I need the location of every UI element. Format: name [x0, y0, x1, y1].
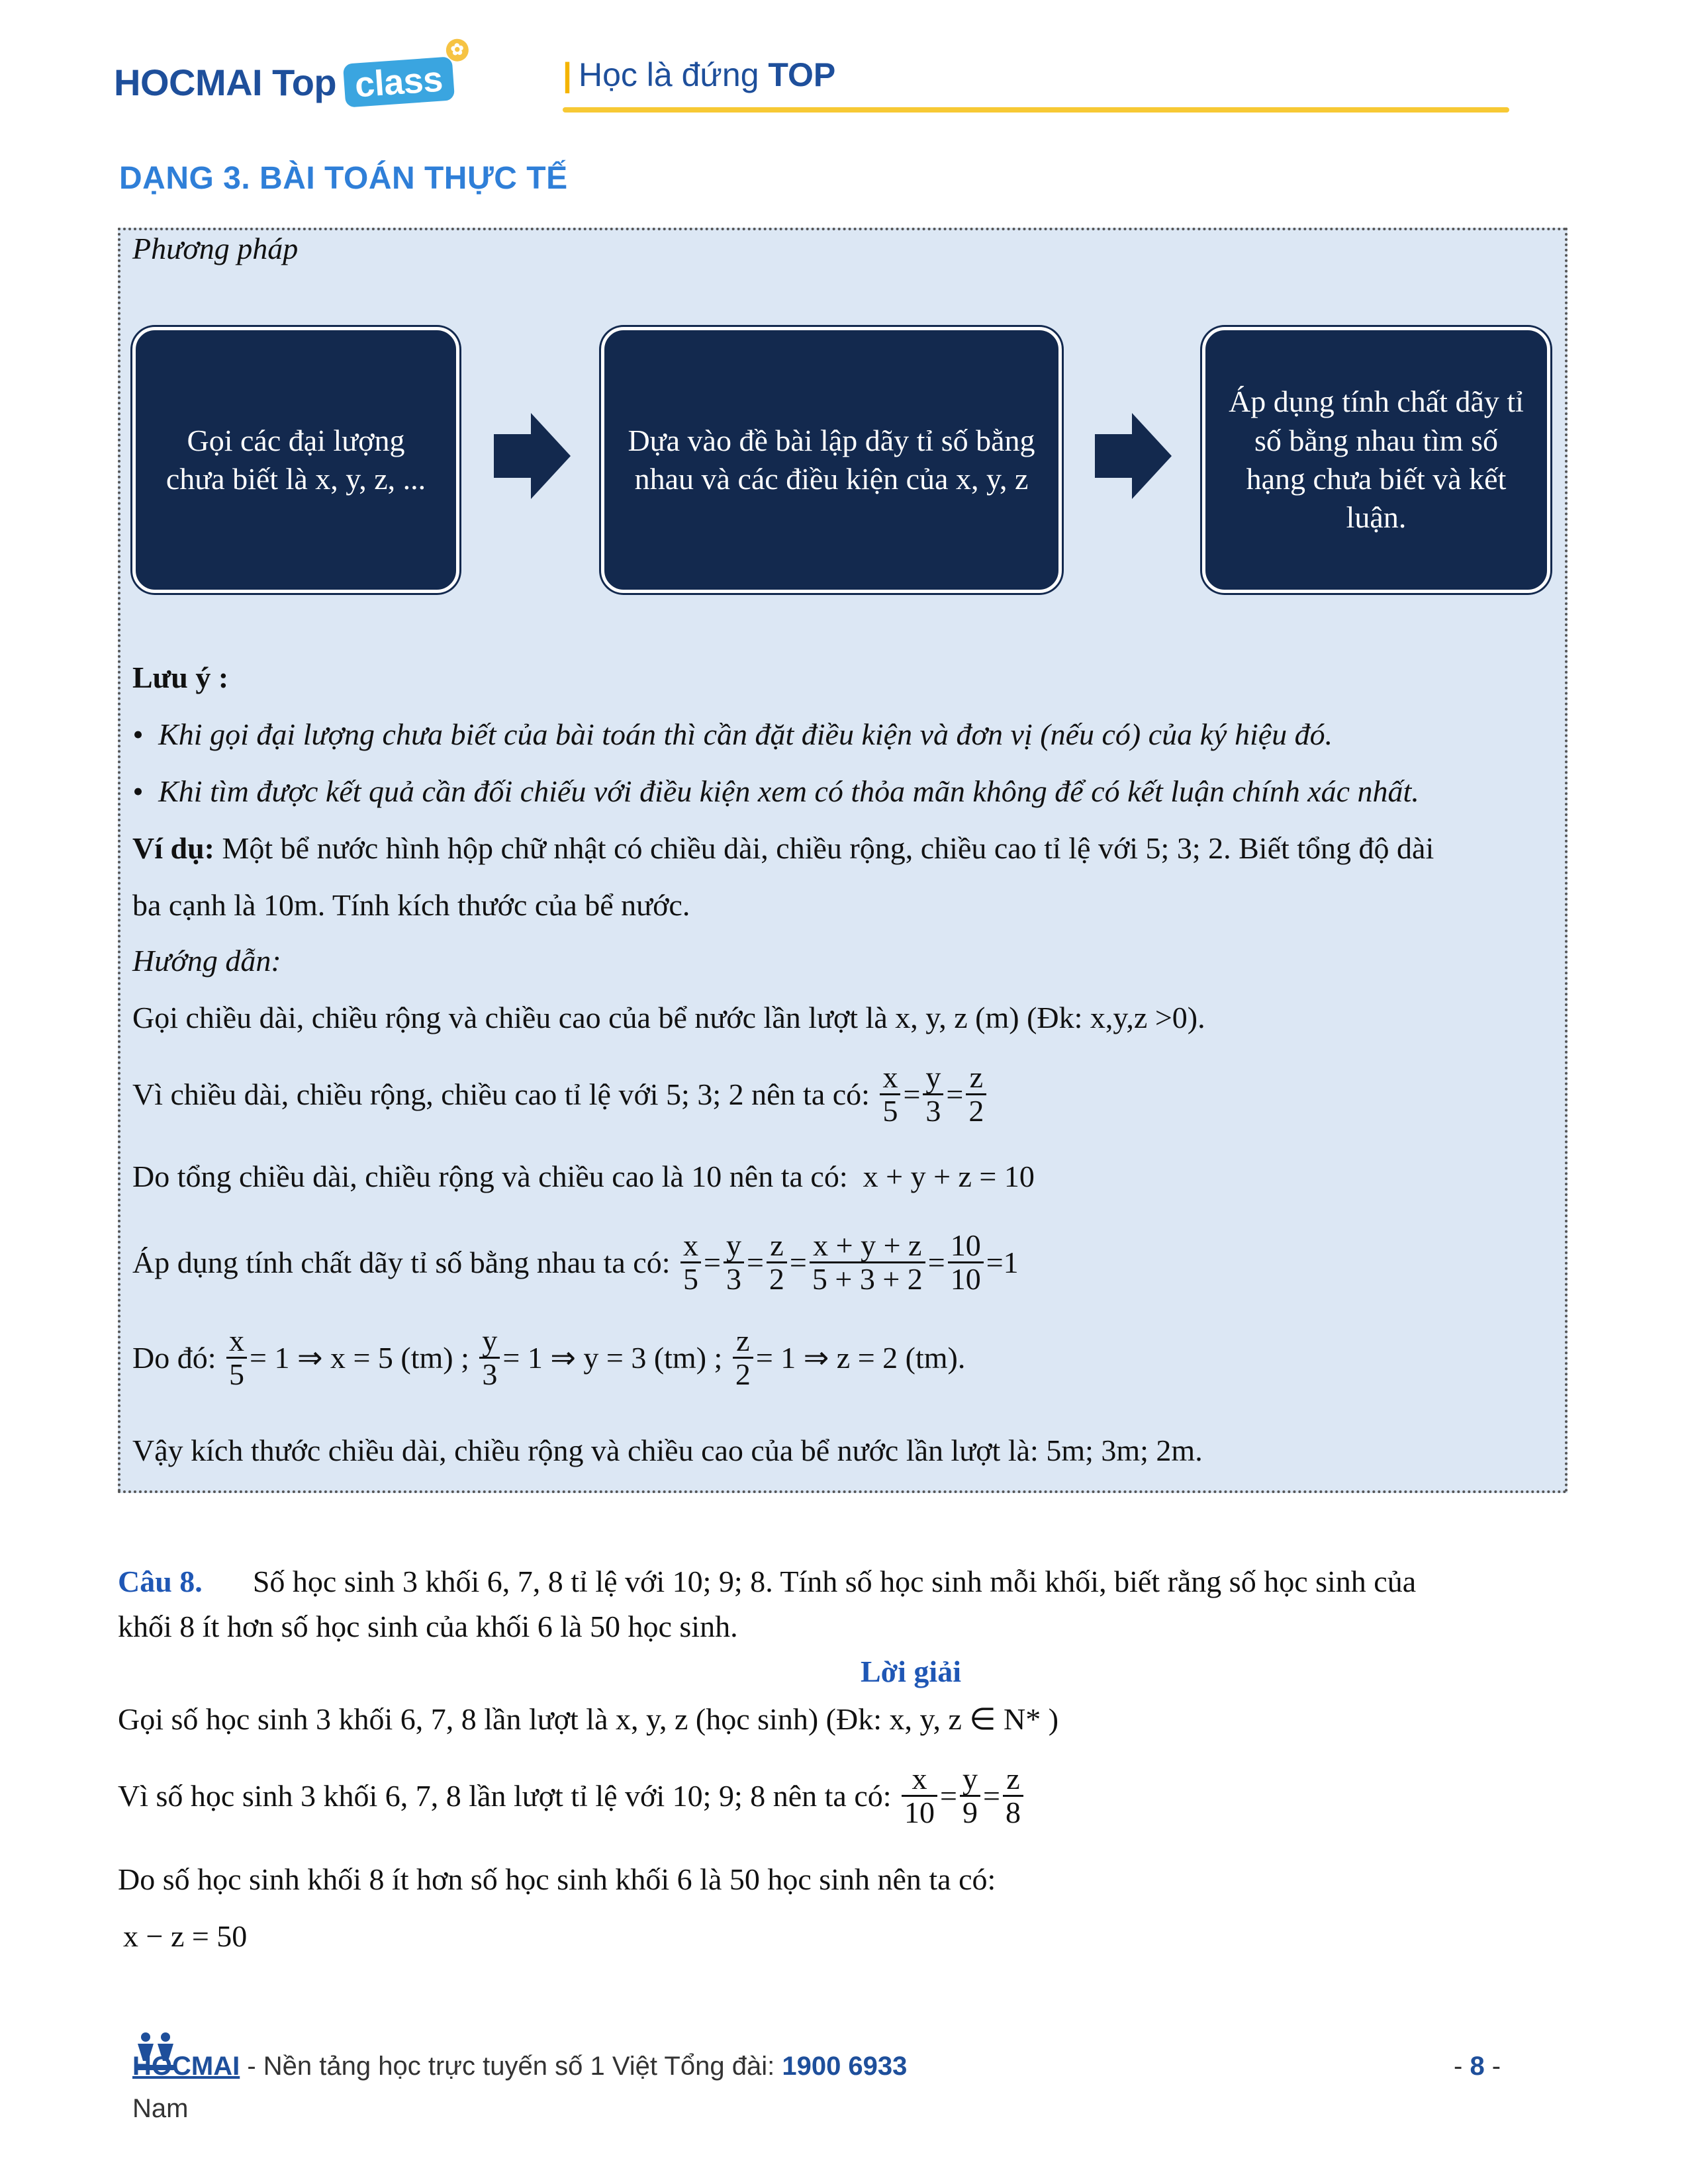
arrow-right-icon	[1095, 413, 1172, 499]
fraction-sum: $\frac{x + y + z}{5 + 3 + 2}$	[810, 1230, 925, 1296]
solution-line-3: Do số học sinh khối 8 ít hơn số học sinh khối 6 là 50 học sinh nên ta có:	[118, 1862, 996, 1896]
fraction-x-5: $\frac{x}{5}$	[680, 1230, 701, 1296]
solution-line-1: Gọi số học sinh 3 khối 6, 7, 8 lần lượt là x, y, z (học sinh) (Đk: x, y, z ∈ N* )	[118, 1702, 1059, 1736]
fraction-x-10: $\frac{x}{10}$	[902, 1763, 937, 1829]
fraction-x-5: $\frac{x}{5}$	[880, 1062, 900, 1128]
footer-text-wrap: Nam	[132, 2094, 189, 2123]
guide-text: Do đó:	[132, 1340, 216, 1375]
fraction-y-3: $\frac{y}{3}$	[724, 1230, 744, 1296]
guide-text: Áp dụng tính chất dãy tỉ số bằng nhau ta có:	[132, 1245, 671, 1279]
header-divider	[563, 107, 1509, 113]
flow-step-1	[132, 327, 459, 593]
solution-title: Lời giải	[861, 1655, 961, 1688]
fraction-z-8: $\frac{z}{8}$	[1003, 1763, 1023, 1829]
fraction-z-2: $\frac{z}{2}$	[767, 1230, 787, 1296]
solution-text: Vì số học sinh 3 khối 6, 7, 8 lần lượt tỉ lệ với 10; 9; 8 nên ta có:	[118, 1778, 892, 1813]
example-label: Ví dụ:	[132, 831, 214, 865]
fraction-z-2: $\frac{z}{2}$	[966, 1062, 986, 1128]
example-line-2: ba cạnh là 10m. Tính kích thước của bể nước.	[132, 888, 690, 922]
flow-step-3-text: Áp dụng tính chất dãy tỉ số bằng nhau tìm số hạng chưa biết và kết luận.	[1229, 385, 1524, 535]
flow-step-3	[1202, 327, 1550, 593]
logo-class-pill	[343, 40, 465, 107]
question-label: Câu 8.	[118, 1565, 203, 1598]
fraction-y-3: $\frac{y}{3}$	[923, 1062, 943, 1128]
flow-step-1-text: Gọi các đại lượng chưa biết là x, y, z, ...	[165, 423, 426, 496]
question-line-2: khối 8 ít hơn số học sinh của khối 6 là 50 học sinh.	[118, 1610, 738, 1643]
guide-label: Hướng dẫn:	[132, 944, 281, 978]
guide-line-2: Vì chiều dài, chiều rộng, chiều cao tỉ lệ với 5; 3; 2 nên ta có: $\frac{x}{5}$ = $\frac{y}{3}$ = $\frac{z}{2}$	[132, 1062, 989, 1128]
slogan-top: TOP	[768, 56, 836, 93]
note-label: Lưu ý :	[132, 660, 229, 694]
guide-conclusion: Vậy kích thước chiều dài, chiều rộng và chiều cao của bể nước lần lượt là: 5m; 3m; 2m.	[132, 1433, 1203, 1467]
logo-top: Top	[272, 61, 337, 103]
slogan-text: Học là đứng	[579, 56, 769, 93]
guide-line-5: Do đó: $\frac{x}{5}$ = 1 ⇒ x = 5 (tm) ; $\frac{y}{3}$ = 1 ⇒ y = 3 (tm) ; $\frac{z}{2}$ = 1 ⇒ z = 2 (tm).	[132, 1324, 966, 1392]
guide-line-3	[132, 1157, 1035, 1197]
guide-line-1: Gọi chiều dài, chiều rộng và chiều cao của bể nước lần lượt là x, y, z (m) (Đk: x,y,z >0).	[132, 1001, 1205, 1034]
hocmai-topclass-logo	[114, 40, 465, 109]
solution-line-2: Vì số học sinh 3 khối 6, 7, 8 lần lượt tỉ lệ với 10; 9; 8 nên ta có: $\frac{x}{10}$ = $\frac{y}{9}$ = $\frac{z}{8}$	[118, 1763, 1026, 1829]
page-number-value: 8	[1470, 2052, 1485, 2081]
example-text: Một bể nước hình hộp chữ nhật có chiều dài, chiều rộng, chiều cao tỉ lệ với 5; 3; 2. Biết tổng độ dài	[214, 831, 1434, 865]
note-item: • Khi tìm được kết quả cần đối chiếu với điều kiện xem có thỏa mãn không để có kết luận chính xác nhất.	[132, 774, 1419, 808]
footer-phone: 1900 6933	[782, 2052, 908, 2081]
footer-tagline: - Nền tảng học trực tuyến số 1 Việt Tổng đài:	[240, 2052, 782, 2081]
arrow-right-icon	[494, 413, 571, 499]
fraction-y-3: $\frac{y}{3}$	[479, 1325, 500, 1391]
guide-line-4: Áp dụng tính chất dãy tỉ số bằng nhau ta có: $\frac{x}{5}$ = $\frac{y}{3}$ = $\frac{z}{2}$ = $\frac{x + y + z}{5 + 3 + 2}$ = $\frac{10}{10}$ = 1	[132, 1228, 1019, 1297]
note-text: Khi tìm được kết quả cần đối chiếu với điều kiện xem có thỏa mãn không để có kết luận chính xác nhất.	[158, 774, 1419, 808]
fraction-z-2: $\frac{z}{2}$	[733, 1325, 753, 1391]
logo-hocmai: HOCMAI	[114, 61, 263, 103]
star-icon: ✿	[445, 38, 469, 62]
solution-line-4: x − z = 50	[123, 1919, 248, 1953]
footer-text	[132, 2052, 907, 2081]
note-item: • Khi gọi đại lượng chưa biết của bài toán thì cần đặt điều kiện và đơn vị (nếu có) của ký hiệu đó.	[132, 717, 1333, 751]
note-text: Khi gọi đại lượng chưa biết của bài toán thì cần đặt điều kiện và đơn vị (nếu có) của ký hiệu đó.	[158, 717, 1333, 751]
header-slogan: | Học là đứng TOP	[563, 56, 836, 93]
question-text: Số học sinh 3 khối 6, 7, 8 tỉ lệ với 10; 9; 8. Tính số học sinh mỗi khối, biết rằng số học sinh của	[252, 1565, 1417, 1598]
guide-text: Do tổng chiều dài, chiều rộng và chiều cao là 10 nên ta có:	[132, 1160, 848, 1193]
fraction-10-10: $\frac{10}{10}$	[948, 1230, 984, 1296]
footer-brand-link[interactable]: HOCMAI	[132, 2052, 240, 2081]
section-title: DẠNG 3. BÀI TOÁN THỰC TẾ	[119, 161, 568, 196]
equation: x + y + z = 10	[863, 1160, 1035, 1193]
question-line-1	[118, 1562, 1416, 1602]
logo-class: class	[353, 59, 444, 105]
fraction-y-9: $\frac{y}{9}$	[960, 1763, 980, 1829]
fraction-x-5: $\frac{x}{5}$	[226, 1325, 247, 1391]
method-heading: Phương pháp	[132, 232, 299, 265]
flow-step-2-text: Dựa vào đề bài lập dãy tỉ số bằng nhau và các điều kiện của x, y, z	[628, 423, 1035, 496]
guide-text: Vì chiều dài, chiều rộng, chiều cao tỉ lệ với 5; 3; 2 nên ta có:	[132, 1077, 870, 1111]
flow-step-2	[601, 327, 1062, 593]
example-line-1	[132, 829, 1434, 868]
page-number: - 8 -	[1454, 2052, 1501, 2081]
